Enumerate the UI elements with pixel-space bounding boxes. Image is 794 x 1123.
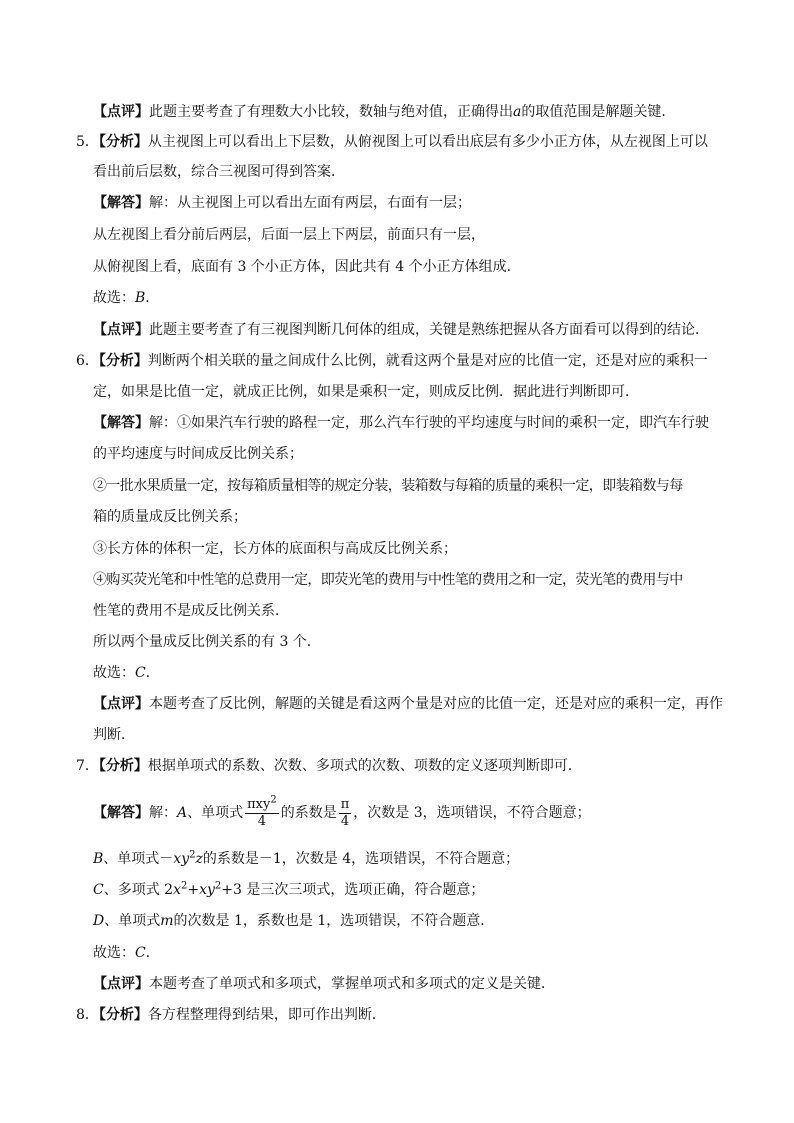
option-d-line: [93, 912, 494, 930]
question-number: 6．: [76, 353, 99, 369]
text: 箱的质量成反比例关系；: [93, 509, 247, 525]
text: 故选：: [93, 665, 135, 681]
text: 根据单项式的系数、次数、多项式的次数、项数的定义逐项判断即可．: [147, 758, 582, 774]
fraction-pi-over-4: [339, 797, 352, 830]
text-line: [93, 726, 135, 744]
text: 解：①如果汽车行驶的路程一定，那么汽车行驶的平均速度与时间的乘积一定，即汽车行驶: [149, 415, 709, 431]
text: 的取值范围是解题关键．: [521, 104, 676, 120]
text: ．: [145, 945, 160, 961]
option-b-line: [93, 850, 519, 868]
text: 本题考查了单项式和多项式，掌握单项式和多项式的定义是关键．: [149, 976, 555, 992]
question-number: 5．: [76, 134, 99, 150]
analysis-tag: 【分析】: [98, 758, 148, 774]
comment-tag: 【点评】: [93, 104, 149, 120]
math-expr: xy: [199, 882, 215, 898]
choice-line: [93, 289, 159, 307]
text: ，次数是 3，选项错误，不符合题意；: [353, 805, 591, 821]
choice-line: [93, 944, 160, 962]
text: 的系数是: [280, 805, 337, 821]
math-expr: x: [173, 882, 181, 898]
fraction-pixy2-over-4: [245, 794, 279, 830]
q7-answer-line: [93, 793, 591, 833]
text: 判断两个相关联的量之间成什么比例，就看这两个量是对应的比值一定，还是对应的乘积一: [147, 353, 708, 369]
text: πxy: [247, 796, 271, 812]
text: 解：: [149, 805, 177, 821]
option-letter: C: [93, 882, 104, 898]
text: ②一批水果质量一定，按每箱质量相等的规定分装，装箱数与每箱的质量的乘积一定，即装箱数与每: [93, 478, 683, 494]
analysis-tag: 【分析】: [98, 1007, 148, 1023]
text-line: [93, 163, 345, 181]
text-line: [93, 226, 485, 244]
text: 看出前后层数，综合三视图可得到答案．: [93, 164, 345, 180]
text-line: [93, 508, 247, 526]
option-c-line: [93, 881, 484, 899]
answer-tag: 【解答】: [93, 415, 149, 431]
text: 从主视图上可以看出上下层数，从俯视图上可以看出底层有多少小正方体，从左视图上可以: [147, 134, 708, 150]
text: 的次数是 1，系数也是 1，选项错误，不符合题意．: [173, 913, 495, 929]
text: 定，如果是比值一定，就成正比例，如果是乘积一定，则成反比例．据此进行判断即可．: [93, 384, 639, 400]
option-letter: D: [93, 913, 105, 929]
text: 判断．: [93, 727, 135, 743]
text-line: [93, 540, 457, 558]
answer-tag: 【解答】: [93, 805, 149, 821]
comment-line: [93, 103, 675, 121]
q5-answer-line: [93, 194, 471, 212]
q6-answer-line: [93, 414, 709, 432]
exponent: 2: [270, 794, 277, 806]
text-line: [93, 571, 683, 589]
text: 解：从主视图上可以看出左面有两层，右面有一层；: [149, 195, 471, 211]
answer-tag: 【解答】: [93, 195, 149, 211]
text-line: [93, 477, 683, 495]
text: 从俯视图上看，底面有 3 个小正方体，因此共有 4 个小正方体组成．: [93, 259, 521, 275]
text: 、单项式: [187, 805, 244, 821]
text: 本题考查了反比例，解题的关键是看这两个量是对应的比值一定，还是对应的乘积一定，再作: [149, 696, 723, 712]
text: 、单项式－: [103, 851, 174, 867]
text: 从左视图上看分前后两层，后面一层上下两层，前面只有一层，: [93, 227, 485, 243]
q7-analysis-line: [76, 757, 582, 775]
q8-analysis-line: [76, 1006, 386, 1024]
comment-tag: 【点评】: [93, 322, 149, 338]
text: 各方程整理得到结果，即可作出判断．: [147, 1007, 386, 1023]
comment-tag: 【点评】: [93, 976, 149, 992]
option-letter: A: [177, 805, 188, 821]
var-a: a: [513, 104, 522, 120]
text: 此题主要考查了有三视图判断几何体的组成，关键是熟练把握从各方面看可以得到的结论．: [149, 322, 709, 338]
text: 性笔的费用不是成反比例关系．: [93, 603, 289, 619]
q5-analysis-line: [76, 133, 708, 151]
text: 的系数是－1，次数是 4，选项错误，不符合题意；: [202, 851, 520, 867]
option-letter: B: [93, 851, 104, 867]
text-line: [93, 383, 639, 401]
text: 、多项式 2: [103, 882, 174, 898]
text: 故选：: [93, 945, 135, 961]
text: 的平均速度与时间成反比例关系；: [93, 446, 303, 462]
exponent: 2: [214, 880, 222, 892]
choice-line: [93, 664, 160, 682]
text: +: [187, 882, 200, 898]
text: +3 是三次三项式，选项正确，符合题意；: [221, 882, 485, 898]
text: ．: [145, 665, 160, 681]
text: ④购买荧光笔和中性笔的总费用一定，即荧光笔的费用与中性笔的费用之和一定，荧光笔的费用与中: [93, 572, 683, 588]
exponent: 2: [180, 880, 188, 892]
text: 此题主要考查了有理数大小比较，数轴与绝对值，正确得出: [149, 104, 513, 120]
fraction-numerator: [245, 794, 279, 814]
exponent: 2: [189, 849, 196, 861]
comment-line: [93, 695, 723, 713]
analysis-tag: 【分析】: [98, 353, 148, 369]
text-line: [93, 602, 289, 620]
text: 故选：: [93, 290, 135, 306]
text-line: [93, 445, 303, 463]
fraction-denominator: 4: [340, 813, 350, 829]
comment-line: [93, 321, 709, 339]
math-expr: xy: [173, 851, 190, 867]
q6-analysis-line: [76, 352, 708, 370]
text-line: [93, 258, 521, 276]
comment-line: [93, 975, 555, 993]
math-expr: z: [195, 851, 203, 867]
text: 所以两个量成反比例关系的有 3 个．: [93, 634, 321, 650]
fraction-denominator: 4: [257, 813, 267, 829]
text: 、单项式: [104, 913, 161, 929]
fraction-numerator: π: [340, 796, 350, 812]
comment-tag: 【点评】: [93, 696, 149, 712]
answer-letter: B: [135, 290, 146, 306]
answer-letter: C: [135, 665, 146, 681]
text: ③长方体的体积一定，长方体的底面积与高成反比例关系；: [93, 541, 457, 557]
analysis-tag: 【分析】: [98, 134, 148, 150]
question-number: 8．: [76, 1007, 99, 1023]
question-number: 7．: [76, 758, 99, 774]
math-expr: m: [160, 913, 174, 929]
text: ．: [145, 290, 160, 306]
text-line: [93, 633, 321, 651]
answer-letter: C: [135, 945, 146, 961]
